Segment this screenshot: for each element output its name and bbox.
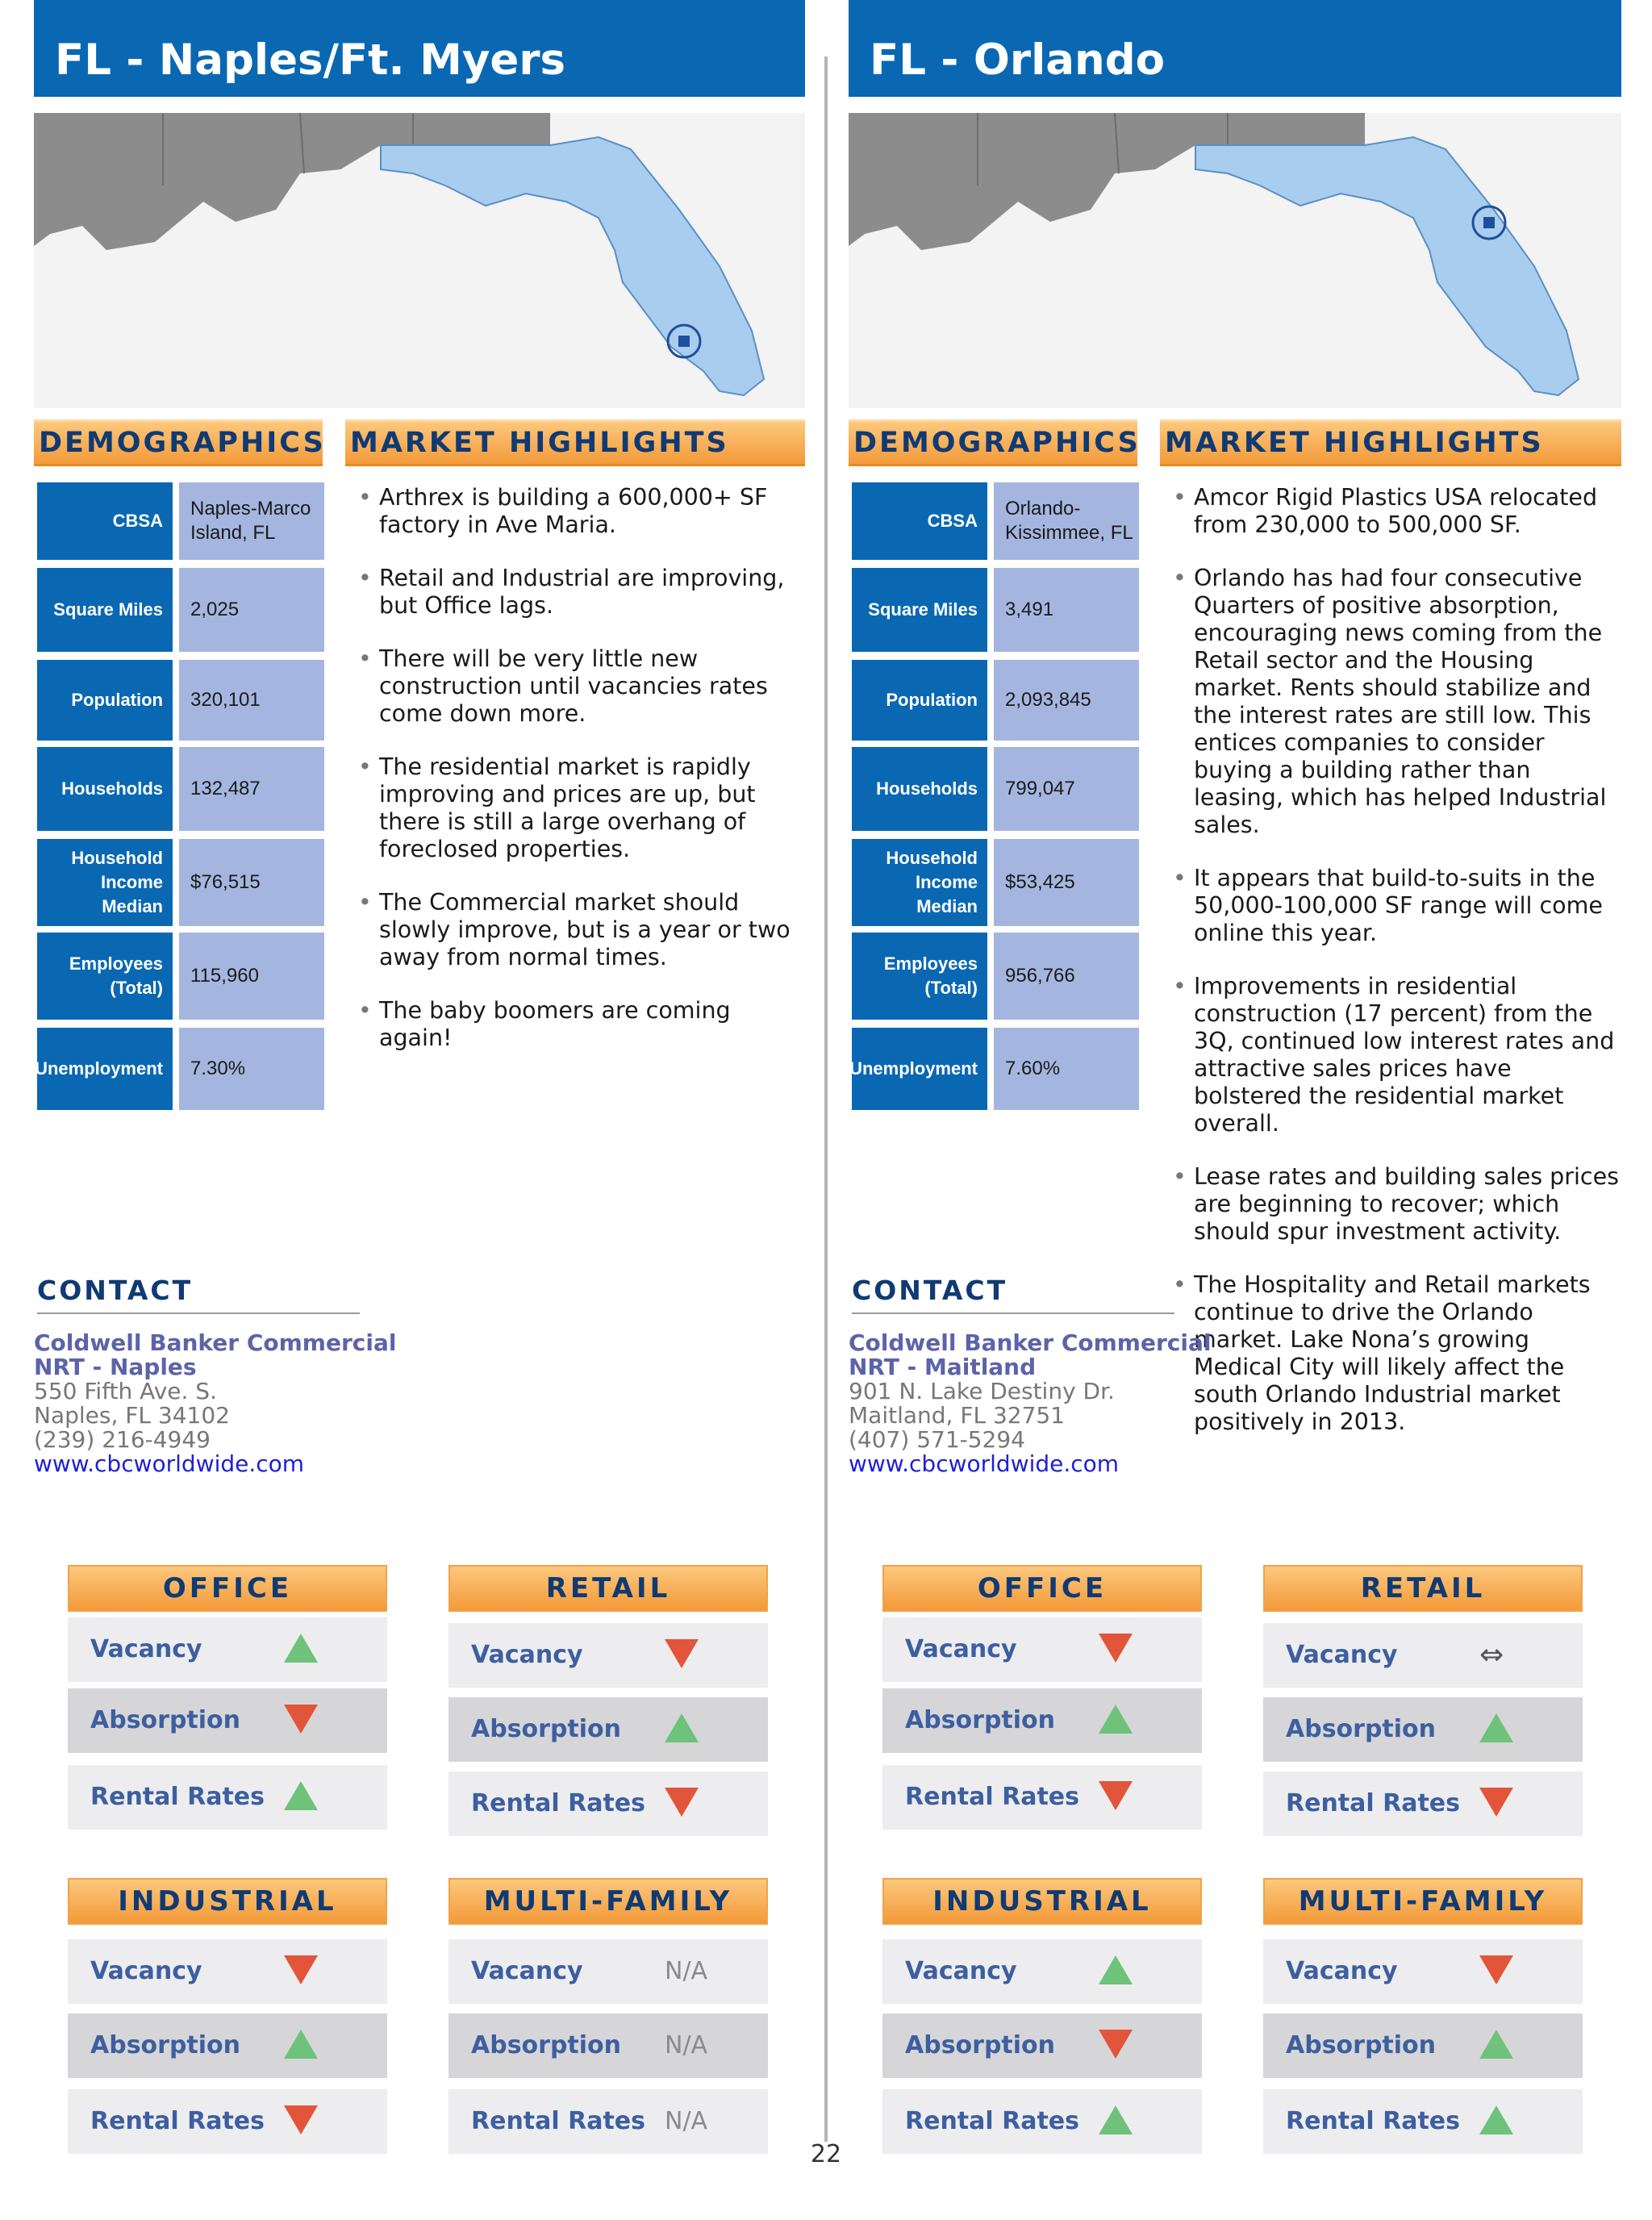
highlight-item: • The Commercial market should slowly improve, but is a year or two away from normal times. [358,889,791,970]
demographic-value: 2,093,845 [994,660,1139,741]
page-number: 22 [810,2140,842,2168]
demographic-value: 956,766 [994,933,1139,1020]
industrial-vacancy-row [882,1939,1202,2004]
contact-office: NRT - Maitland [849,1354,1037,1380]
office-vacancy-row [882,1617,1202,1682]
contact-heading: CONTACT [852,1275,1174,1314]
row-label: Vacancy [1286,1957,1398,1985]
office-absorption-row [882,1688,1202,1753]
trend-down-icon [284,1705,319,1737]
contact-address-line1: 550 Fifth Ave. S. [34,1378,217,1404]
row-label: Rental Rates [471,1789,646,1817]
retail-absorption-row [1263,1697,1583,1762]
office-heading: OFFICE [68,1565,387,1612]
demographic-label: CBSA [37,482,173,560]
retail-vacancy-row [448,1623,768,1688]
row-label: Vacancy [1286,1641,1398,1669]
highlight-item: • The residential market is rapidly improving and prices are up, but there is still a large overhang of foreclosed properties. [358,753,756,862]
demographic-label: Population [37,660,173,741]
contact-block [34,1331,396,1476]
trend-up-icon [1099,1955,1134,1988]
multifamily-heading: MULTI-FAMILY [448,1878,768,1925]
trend-up-icon [1479,2030,1515,2062]
row-label: Rental Rates [90,2107,265,2135]
industrial-vacancy-row [68,1939,387,2004]
demographic-value: $53,425 [994,839,1139,926]
multifamily-vacancy-row [1263,1939,1583,2004]
na-value: N/A [665,1957,708,1985]
row-label: Vacancy [905,1635,1017,1663]
trend-up-icon [284,1781,319,1813]
retail-heading: RETAIL [1263,1565,1583,1612]
demographics-heading: DEMOGRAPHICS [849,419,1137,466]
highlight-item: • Improvements in residential construction (17 percent) from the 3Q, continued low interest rates and attractive sales prices have bolstered the residential market overall. [1173,973,1615,1137]
row-label: Vacancy [471,1641,583,1669]
demographic-value: $76,515 [179,839,324,926]
row-label: Absorption [1286,1715,1437,1743]
highlight-item: • There will be very little new construction until vacancies rates come down more. [358,645,768,727]
office-rental-rates-row [882,1765,1202,1830]
market-title: FL - Orlando [849,0,1621,97]
contact-office: NRT - Naples [34,1354,197,1380]
demographic-label: Employees (Total) [37,933,173,1020]
demographic-value: 320,101 [179,660,324,741]
na-value: N/A [665,2107,708,2135]
florida-map [34,113,805,408]
trend-down-icon [1099,1634,1134,1666]
contact-address-line1: 901 N. Lake Destiny Dr. [849,1378,1115,1404]
trend-down-icon [665,1639,700,1671]
trend-down-icon [284,2105,319,2138]
row-label: Rental Rates [90,1783,265,1811]
contact-firm: Coldwell Banker Commercial [34,1329,397,1356]
highlight-item: • Orlando has had four consecutive Quarters of positive absorption, encouraging news coming from the Retail sector and the Housing market. Rents should stabilize and the interest rates are still low. This entices companies to consider buying a building rather than leasing, which has helped Industrial sales. [1173,565,1607,838]
trend-up-icon [665,1713,700,1746]
demographic-value: 799,047 [994,747,1139,831]
highlight-item: • The Hospitality and Retail markets continue to drive the Orlando market. Lake Nona’s growing Medical City will likely affect the south Orlando Industrial market positively in 2013. [1173,1271,1591,1435]
trend-down-icon [665,1788,700,1820]
trend-down-icon [284,1955,319,1988]
demographic-value: 2,025 [179,568,324,652]
multifamily-absorption-row [448,2013,768,2078]
demographic-value: 132,487 [179,747,324,831]
retail-vacancy-row [1263,1623,1583,1688]
row-label: Rental Rates [1286,2107,1461,2135]
row-label: Absorption [905,1706,1056,1734]
industrial-absorption-row [68,2013,387,2078]
trend-up-icon [1099,2105,1134,2138]
office-absorption-row [68,1688,387,1753]
retail-rental-rates-row [1263,1771,1583,1836]
demographic-value: Naples-Marco Island, FL [179,482,324,560]
demographic-value: Orlando-Kissimmee, FL [994,482,1139,560]
row-label: Absorption [90,2031,241,2059]
contact-block [849,1331,1211,1476]
contact-website-link[interactable]: www.cbcworldwide.com [34,1450,305,1477]
trend-down-icon [1099,1781,1134,1813]
demographic-label: Employees (Total) [852,933,987,1020]
highlights-list [1173,484,1621,1462]
demographic-label: Household Income Median [852,839,987,926]
trend-up-icon [1099,1705,1134,1737]
row-label: Vacancy [905,1957,1017,1985]
row-label: Vacancy [90,1635,202,1663]
row-label: Absorption [90,1706,241,1734]
demographic-label: Square Miles [37,568,173,652]
demographics-heading: DEMOGRAPHICS [34,419,323,466]
trend-up-icon [1479,2105,1515,2138]
column-divider [824,56,828,2142]
demographic-value: 3,491 [994,568,1139,652]
multifamily-heading: MULTI-FAMILY [1263,1878,1583,1925]
row-label: Vacancy [90,1957,202,1985]
contact-address-line2: Maitland, FL 32751 [849,1402,1066,1429]
industrial-heading: INDUSTRIAL [68,1878,387,1925]
row-label: Rental Rates [905,1783,1080,1811]
demographic-label: Unemployment [852,1028,987,1110]
trend-up-icon [284,1634,319,1666]
trend-up-icon [284,2030,319,2062]
highlights-list [358,484,807,1078]
trend-sideways-icon: ⇔ [1479,1638,1504,1671]
trend-up-icon [1479,1713,1515,1746]
na-value: N/A [665,2031,708,2059]
highlight-item: • Amcor Rigid Plastics USA relocated from 230,000 to 500,000 SF. [1173,484,1598,538]
industrial-absorption-row [882,2013,1202,2078]
demographic-value: 7.30% [179,1028,324,1110]
demographic-label: CBSA [852,482,987,560]
contact-heading: CONTACT [37,1275,360,1314]
row-label: Rental Rates [471,2107,646,2135]
office-heading: OFFICE [882,1565,1202,1612]
row-label: Absorption [905,2031,1056,2059]
retail-rental-rates-row [448,1771,768,1836]
row-label: Rental Rates [1286,1789,1461,1817]
row-label: Absorption [1286,2031,1437,2059]
florida-map [849,113,1621,408]
highlight-item: • Retail and Industrial are improving, but Office lags. [358,565,785,619]
office-vacancy-row [68,1617,387,1682]
demographic-label: Unemployment [37,1028,173,1110]
retail-heading: RETAIL [448,1565,768,1612]
demographic-value: 7.60% [994,1028,1139,1110]
contact-phone: (239) 216-4949 [34,1426,211,1453]
contact-address-line2: Naples, FL 34102 [34,1402,230,1429]
highlight-item: • It appears that build-to-suits in the 50,000-100,000 SF range will come online this year. [1173,865,1603,946]
row-label: Vacancy [471,1957,583,1985]
demographic-label: Population [852,660,987,741]
trend-down-icon [1479,1955,1515,1988]
highlight-item: • The baby boomers are coming again! [358,997,731,1051]
contact-phone: (407) 571-5294 [849,1426,1025,1453]
highlight-item: • Lease rates and building sales prices are beginning to recover; which should spur investment activity. [1173,1163,1619,1245]
multifamily-vacancy-row [448,1939,768,2004]
demographic-label: Household Income Median [37,839,173,926]
market-title: FL - Naples/Ft. Myers [34,0,805,97]
row-label: Absorption [471,1715,622,1743]
contact-website-link[interactable]: www.cbcworldwide.com [849,1450,1120,1477]
industrial-heading: INDUSTRIAL [882,1878,1202,1925]
highlight-item: • Arthrex is building a 600,000+ SF factory in Ave Maria. [358,484,768,538]
highlights-heading: MARKET HIGHLIGHTS [345,419,805,466]
demographic-value: 115,960 [179,933,324,1020]
demographic-label: Households [852,747,987,831]
row-label: Rental Rates [905,2107,1080,2135]
multifamily-absorption-row [1263,2013,1583,2078]
demographic-label: Square Miles [852,568,987,652]
demographic-label: Households [37,747,173,831]
office-rental-rates-row [68,1765,387,1830]
retail-absorption-row [448,1697,768,1762]
trend-down-icon [1479,1788,1515,1820]
highlights-heading: MARKET HIGHLIGHTS [1160,419,1621,466]
trend-down-icon [1099,2030,1134,2062]
row-label: Absorption [471,2031,622,2059]
contact-firm: Coldwell Banker Commercial [849,1329,1212,1356]
